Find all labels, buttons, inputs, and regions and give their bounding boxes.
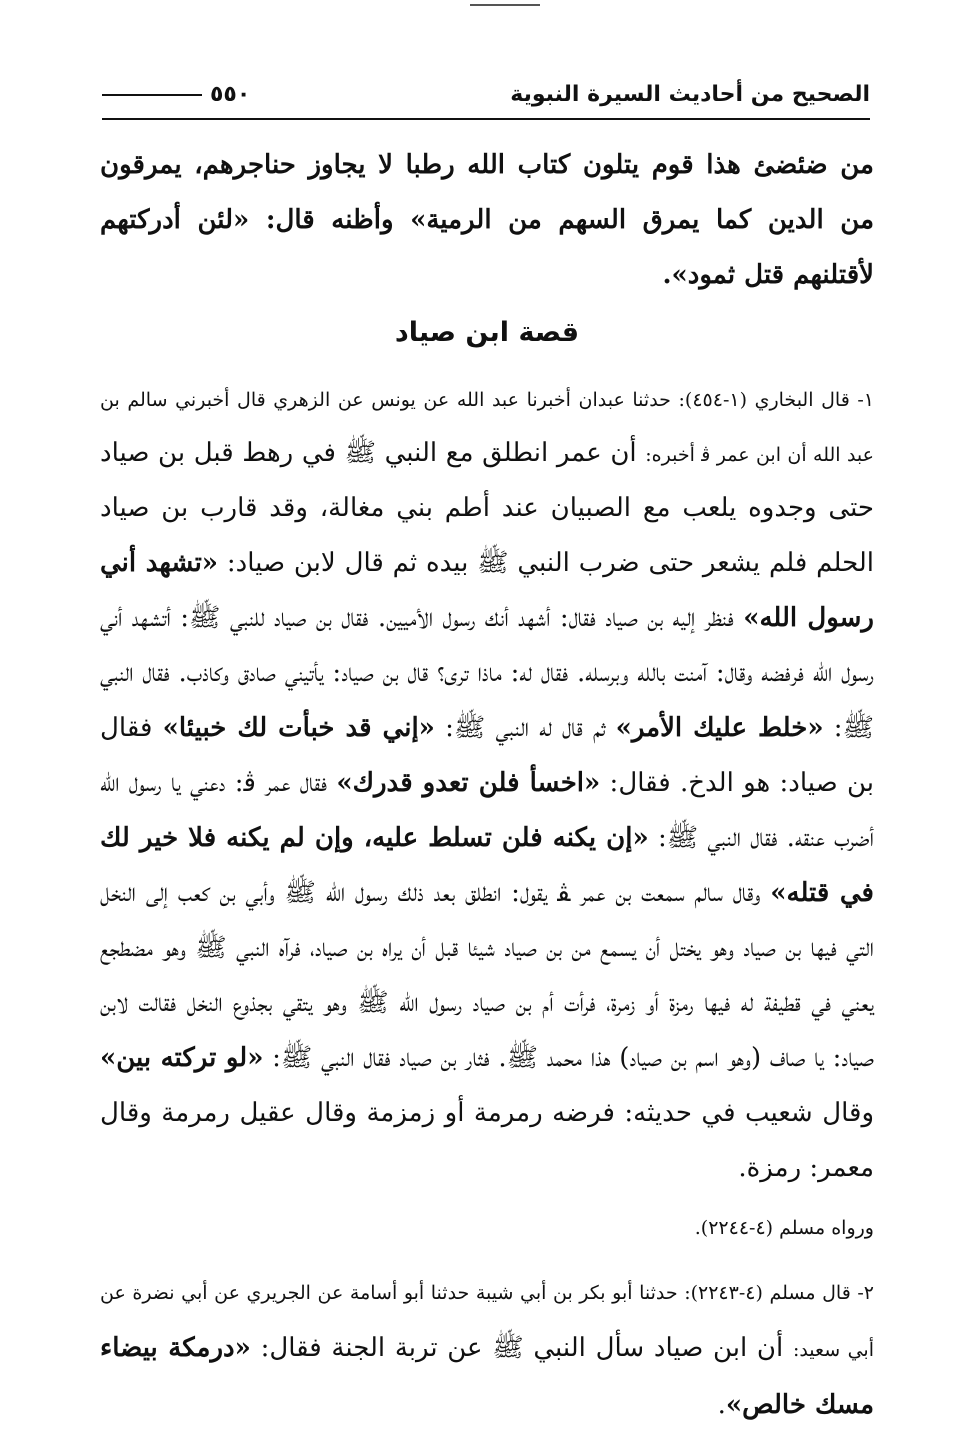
hadith-1-quote-5: «إن يكنه فلن تسلط عليه، وإن لم يكنه فلا خير لك في قتله»	[100, 823, 874, 908]
hadith-2-text-1: أن ابن صياد سأل النبي ﷺ عن تربة الجنة فقال:	[250, 1333, 793, 1363]
intro-quote: «لئن أدركتهم لأقتلنهم قتل ثمود»	[100, 205, 874, 290]
intro-end: .	[662, 260, 672, 290]
hadith-1-text-5: فقال عمر ﭬ: دعني يا رسول الله أضرب عنقه. فقال النبي ﷺ:	[100, 768, 874, 853]
page-header	[102, 82, 870, 122]
hadith-1-text-7: وقال شعيب في حديثه: فرضه رمرمة أو زمزمة وقال عقيل رمرمة وقال معمر: رمزة.	[100, 1098, 874, 1183]
hadith-2-quote-1: «درمكة بيضاء مسك خالص»	[100, 1333, 874, 1420]
hadith-1-quote-2: «خلط عليك الأمر»	[615, 713, 824, 743]
top-page-mark	[470, 4, 540, 6]
hadith-1-quote-4: «اخسأ فلن تعدو قدرك»	[336, 768, 601, 798]
hadith-1-quote-3: «إني قد خبأت لك خبيئا»	[162, 713, 435, 743]
hadith-1-isnad: ١- قال البخاري (١-٤٥٤): حدثنا عبدان أخبرنا عبد الله عن يونس عن الزهري قال أخبرني سالم بن عبد الله أن ابن عمر ﭬ أخبره:	[100, 389, 875, 466]
hadith-1-quote-6: «لو تركته بين»	[100, 1043, 264, 1073]
hadith-1-source: ورواه مسلم (٤-٢٢٤٤).	[694, 1217, 874, 1239]
hadith-1	[100, 371, 874, 1196]
header-rule-short	[102, 94, 202, 96]
hadith-2-text-2: .	[717, 1390, 726, 1420]
hadith-2-isnad: ٢- قال مسلم (٤-٢٢٤٣): حدثنا أبو بكر بن أبي شيبة حدثنا أبو أسامة عن الجريري عن أبي نضرة عن أبي سعيد:	[100, 1282, 875, 1361]
running-title: الصحيح من أحاديث السيرة النبوية	[510, 82, 870, 107]
hadith-1-text-6: وقال سالم سمعت بن عمر ﭭ يقول: انطلق بعد ذلك رسول الله ﷺ وأبي بن كعب إلى النخل التي فيها بن صياد وهو يختل أن يسمع من بن صياد شيئا قبل أن يراه بن صياد، فرآه النبي ﷺ وهو مضطجع يعني في قطيفة له فيها رمزة أو زمرة، فرأت أم بن صياد رسول الله ﷺ وهو يتقي بجذوع النخل فقالت لابن صياد: يا صاف (وهو اسم بن صياد) هذا محمد ﷺ. فثار بن صياد فقال النبي ﷺ:	[100, 878, 874, 1073]
hadith-1-text-4: فقال بن صياد: هو الدخ. فقال:	[100, 713, 874, 798]
intro-paragraph	[100, 138, 874, 303]
hadith-1-text-2: فنظر إليه بن صياد فقال: أشهد أنك رسول الأميين. فقال بن صياد للنبي ﷺ: أتشهد أني رسول الله فرفضه وقال: آمنت بالله وبرسله. فقال له: ماذا ترى؟ قال بن صياد: يأتيني صادق وكاذب. فقال النبي ﷺ:	[100, 603, 874, 743]
hadith-1-quote-1: «تشهد أني رسول الله»	[100, 548, 874, 633]
page-content	[100, 138, 874, 1433]
hadith-1-text-3: ثم قال له النبي ﷺ:	[434, 713, 616, 743]
header-rule	[102, 118, 870, 120]
intro-text: من ضئضئ هذا قوم يتلون كتاب الله رطبا لا يجاوز حناجرهم، يمرقون من الدين كما يمرق السهم من الرمية» وأظنه قال:	[100, 150, 874, 235]
hadith-2	[100, 1264, 874, 1433]
page-number: ٥٥٠	[210, 82, 251, 107]
hadith-1-text-1: أن عمر انطلق مع النبي ﷺ في رهط قبل بن صياد حتى وجدوه يلعب مع الصبيان عند أطم بني مغالة، وقد قارب بن صياد الحلم فلم يشعر حتى ضرب النبي ﷺ بيده ثم قال لابن صياد:	[100, 438, 874, 578]
section-title: قصة ابن صياد	[394, 317, 580, 348]
